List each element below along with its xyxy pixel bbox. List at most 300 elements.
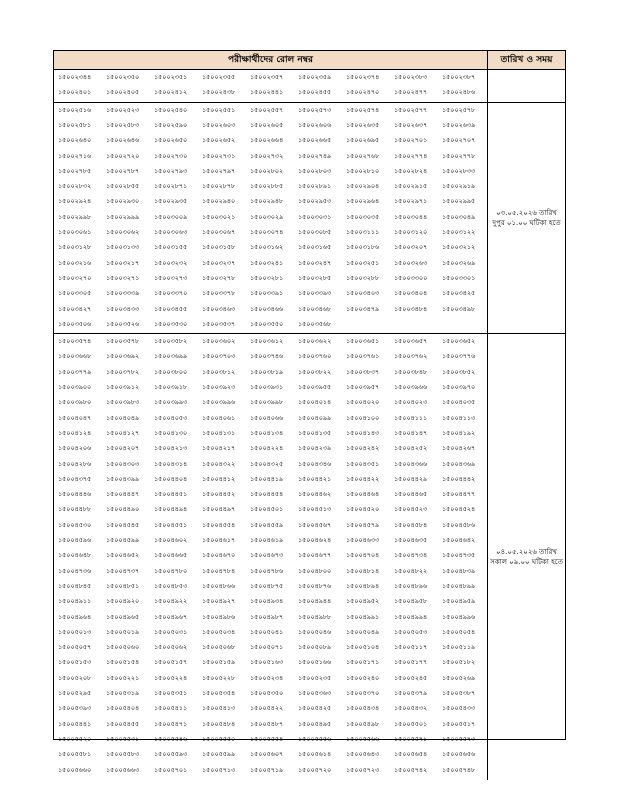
roll-number-cell: ১৫০০৩৮১৯ <box>250 367 284 376</box>
roll-number-cell: ১৫০০৩৬৯৯ <box>154 352 188 361</box>
table-row <box>54 85 487 100</box>
roll-number-cell: ১৫০০৪২০৭ <box>106 444 140 453</box>
roll-number-cell: ১৫০০৪৫৫১ <box>154 520 188 529</box>
roll-number-cell: ১৫০০৫৩৭৯ <box>394 689 428 697</box>
table-row <box>54 118 487 133</box>
roll-number-cell: ১৫০০২৬৩৭ <box>394 120 428 129</box>
table-row <box>54 426 487 441</box>
roll-number-cell: ১৫০০৪৪৬২ <box>298 490 332 499</box>
roll-number-cell: ১৫০০৩২১২ <box>442 243 476 252</box>
roll-number-cell: ১৫০০৫৪৩২ <box>394 704 428 713</box>
roll-number-cell: ১৫০০২৪৩৮ <box>202 88 236 97</box>
roll-number-cell: ১৫০০২৯৪৮ <box>250 197 284 206</box>
roll-number-cell: ১৫০০২৯৯৫ <box>442 197 476 206</box>
roll-number-cell: ১৫০০৪৯৬৭ <box>154 612 188 621</box>
roll-number-cell: ১৫০০৩১১১ <box>346 228 380 236</box>
roll-number-cell: ১৫০০৪১৩৪ <box>250 428 284 437</box>
roll-number-cell: ১৫০০৫০৮৯ <box>298 643 332 652</box>
roll-number-cell: ১৫০০৪৪০৪ <box>154 474 188 483</box>
roll-number-cell: ১৫০০২৮৯১ <box>298 182 332 191</box>
roll-number-cell: ১৫০০৪৫৬৭ <box>298 520 332 529</box>
roll-number-cell: ১৫০০৪৯৮৮ <box>298 612 332 621</box>
roll-number-cell: ১৫০০২৭৭৮ <box>442 151 476 160</box>
roll-number-cell: ১৫০০৫৫৩১ <box>106 734 140 743</box>
roll-number-cell: ১৫০০৪৫৯৬ <box>58 536 92 544</box>
roll-number-cell: ১৫০০৪২৪২ <box>346 444 380 453</box>
roll-number-cell: ১৫০০৪১০০ <box>346 413 380 422</box>
roll-number-cell: ১৫০০৩৮২২ <box>298 367 332 376</box>
roll-number-cell: ১৫০০২৫৯০ <box>154 120 188 129</box>
table-row <box>54 732 487 747</box>
roll-number-cell: ১৫০০৫৭৪২ <box>394 765 428 774</box>
roll-number-cell: ১৫০০২৪০৫ <box>106 88 140 97</box>
roll-number-cell: ১৫০০৫৫৮১ <box>58 750 92 759</box>
roll-number-cell: ১৫০০২৬০৬ <box>298 120 332 129</box>
roll-number-cell: ১৫০০৫৩৭০ <box>346 689 380 697</box>
roll-number-cell: ১৫০০৩১৫৮ <box>202 243 236 252</box>
roll-number-cell: ১৫০০২৩৪৪ <box>58 73 92 81</box>
roll-number-cell: ১৫০০২৬৬৫ <box>298 136 332 145</box>
roll-number-cell: ১৫০০৪৫৮৬ <box>442 520 476 529</box>
roll-number-cell: ১৫০০৩৪৭৯ <box>346 304 380 313</box>
roll-number-cell: ১৫০০২৭২০ <box>106 151 140 160</box>
roll-number-cell: ১৫০০৩৪৬৮ <box>298 304 332 313</box>
roll-number-cell: ১৫০০৪৮৫৩ <box>154 581 188 590</box>
roll-number-cell: ১৫০০৩৫৩০ <box>154 319 188 328</box>
table-row <box>54 717 487 732</box>
roll-number-cell: ১৫০০৪৩১৪ <box>154 459 188 468</box>
roll-number-cell: ১৫০০৫২২৮ <box>202 673 236 682</box>
roll-number-cell: ১৫০০৪৯৯৬ <box>442 612 476 621</box>
roll-number-cell: ১৫০০৩৯৯৮ <box>250 398 284 407</box>
roll-number-cell: ১৫০০৪৫১৩ <box>298 505 332 514</box>
roll-number-cell: ১৫০০৩০২৯ <box>250 212 284 221</box>
roll-number-cell: ১৫০০৫৭১৯ <box>250 765 284 774</box>
roll-number-cell: ১৫০০২৯৩৫ <box>154 197 188 206</box>
roll-number-cell: ১৫০০৩৩৭৮ <box>202 289 236 298</box>
roll-number-cell: ১৫০০৫১৫৩ <box>58 658 92 667</box>
roll-number-cell: ১৫০০২৬৪০ <box>58 136 92 145</box>
roll-number-cell: ১৫০০৫৪৭১ <box>154 719 188 728</box>
roll-number-cell: ১৫০০৩৪৬৩ <box>202 304 236 313</box>
roll-number-cell: ১৫০০৪৪১২ <box>202 474 236 483</box>
roll-number-cell: ১৫০০২৩৫৭ <box>250 73 284 81</box>
exam-date: ০৩.০৫.২০২৬ তারিখ <box>496 209 557 218</box>
roll-number-cell: ১৫০০২৫১৬ <box>58 105 92 114</box>
roll-number-cell: ১৫০০২৫২৩ <box>106 105 140 114</box>
roll-number-cell: ১৫০০৪৮৫১ <box>106 581 140 590</box>
roll-number-cell: ১৫০০৪১৪৭ <box>394 428 428 437</box>
roll-number-cell: ১৫০০৪২৬৭ <box>442 444 476 453</box>
roll-number-cell: ১৫০০৫০৩৪ <box>202 627 236 636</box>
roll-number-cell: ১৫০০২৭৩০ <box>154 151 188 160</box>
roll-number-cell: ১৫০০৪৮২২ <box>394 566 428 575</box>
roll-number-cell: ১৫০০২৮০৩ <box>298 166 332 175</box>
roll-number-cell: ১৫০০৩৪৯৮ <box>442 304 476 313</box>
table-row <box>54 317 487 332</box>
roll-number-cell: ১৫০০৪২৫২ <box>394 444 428 453</box>
roll-number-cell: ১৫০০৫২৬৯ <box>442 673 476 682</box>
roll-number-cell: ১৫০০৪৫৭৯ <box>346 520 380 529</box>
table-row <box>54 133 487 148</box>
roll-number-cell: ১৫০০৩২৬৩ <box>394 258 428 267</box>
roll-number-cell: ১৫০০৫৬৬০ <box>58 765 92 774</box>
table-row <box>54 671 487 686</box>
roll-number-cell: ১৫০০২৯৬৪ <box>346 197 380 206</box>
roll-number-cell: ১৫০০২৯৯৮ <box>58 212 92 221</box>
roll-number-cell: ১৫০০৫৫২০ <box>58 734 92 743</box>
roll-number-cell: ১৫০০২৮৫৫ <box>106 182 140 191</box>
roll-number-cell: ১৫০০৩০০৯ <box>154 212 188 221</box>
table-row <box>54 655 487 670</box>
roll-number-cell: ১৫০০৪০৪৭ <box>58 413 92 422</box>
roll-number-cell: ১৫০০৫০৪৬ <box>298 627 332 636</box>
roll-number-cell: ১৫০০৪৫২৪ <box>442 505 476 514</box>
roll-number-cell: ১৫০০৩৭৪৬ <box>250 352 284 361</box>
roll-number-cell: ১৫০০৪৪৮৮ <box>58 505 92 514</box>
roll-number-cell: ১৫০০৪৮০০ <box>298 566 332 575</box>
roll-number-cell: ১৫০০৪৬১৯ <box>250 536 284 544</box>
roll-number-cell: ১৫০০২৩৫৫ <box>202 73 236 81</box>
roll-number-cell: ১৫০০৩০৪৯ <box>442 212 476 221</box>
roll-number-cell: ১৫০০৪১১১ <box>394 413 428 422</box>
roll-number-cell: ১৫০০২৫৭৪ <box>346 105 380 114</box>
roll-number-cell: ১৫০০৪৮৯৪ <box>346 581 380 590</box>
roll-number-cell: ১৫০০৩৩০০ <box>394 273 428 282</box>
roll-number-cell: ১৫০০৪৫২০ <box>346 505 380 514</box>
roll-number-cell: ১৫০০৫৫৭৩ <box>442 734 476 743</box>
roll-number-cell: ১৫০০৩১৩৩ <box>106 243 140 252</box>
roll-number-cell: ১৫০০৪৬৩৫ <box>394 536 428 544</box>
roll-number-cell: ১৫০০৩১২০ <box>394 228 428 236</box>
roll-number-cell: ১৫০০৪২১৭ <box>202 444 236 453</box>
table-row <box>54 533 487 548</box>
roll-number-cell: ১৫০০৫৫৪৬ <box>154 734 188 743</box>
roll-number-cell: ১৫০০৩১৮৬ <box>346 243 380 252</box>
roll-number-cell: ১৫০০৪৩২২ <box>202 459 236 468</box>
roll-number-cell: ১৫০০২৪৭৭ <box>394 88 428 97</box>
roll-number-cell: ১৫০০৪০৩৫ <box>442 398 476 407</box>
roll-number-cell: ১৫০০৩৮১২ <box>202 367 236 376</box>
roll-number-cell: ১৫০০৫৩৮৭ <box>442 689 476 697</box>
roll-number-cell: ১৫০০২৭১৬ <box>58 151 92 160</box>
roll-number-cell: ১৫০০৫৩৫০ <box>250 689 284 697</box>
roll-number-cell: ১৫০০৫৫৫৪ <box>250 734 284 743</box>
roll-number-cell: ১৫০০৩৭৬০ <box>298 352 332 361</box>
roll-number-cell: ১৫০০২৫৭৩ <box>298 105 332 114</box>
roll-number-cell: ১৫০০২৫৫৭ <box>250 105 284 114</box>
roll-number-cell: ১৫০০৪৩৪৬ <box>298 459 332 468</box>
roll-number-cell: ১৫০০২৫৫১ <box>202 105 236 114</box>
roll-number-cell: ১৫০০৫৫৫৬ <box>298 734 332 743</box>
roll-number-cell: ১৫০০৪৯৮৬ <box>202 612 236 621</box>
roll-number-cell: ১৫০০৪৯৬৫ <box>106 612 140 621</box>
roll-number-cell: ১৫০০৪৭৮৪ <box>202 566 236 575</box>
table-row <box>54 472 487 487</box>
roll-number-cell: ১৫০০৩৬২২ <box>298 337 332 346</box>
roll-number-cell: ১৫০০৩৭৭৯ <box>58 367 92 376</box>
roll-number-cell: ১৫০০২৮৭৮ <box>202 182 236 191</box>
roll-number-cell: ১৫০০২৮২৪ <box>394 166 428 175</box>
roll-number-cell: ১৫০০৪৪৯০ <box>106 505 140 514</box>
roll-number-cell: ১৫০০৪৯৯১ <box>346 612 380 621</box>
table-row <box>54 194 487 209</box>
roll-number-cell: ১৫০০৫৪২২ <box>250 704 284 713</box>
roll-number-cell: ১৫০০৩৫৫০ <box>250 319 284 328</box>
roll-number-cell: ১৫০০৫৪২৫ <box>298 704 332 713</box>
roll-number-cell: ১৫০০৩২৮৫ <box>298 273 332 282</box>
exam-date: ০৪.০৫.২০২৬ তারিখ <box>496 547 557 556</box>
roll-number-cell: ১৫০০৪৪২২ <box>346 474 380 483</box>
roll-number-cell: ১৫০০২৪৪১ <box>250 88 284 97</box>
table-row <box>54 149 487 164</box>
roll-number-cell: ১৫০০৪১৩১ <box>202 428 236 437</box>
roll-number-cell: ১৫০০৪৬২৪ <box>298 536 332 544</box>
roll-number-cell: ১৫০০৩৮৩৭ <box>346 367 380 376</box>
roll-number-cell: ১৫০০২৯০৪ <box>346 182 380 191</box>
roll-number-cell: ১৫০০৩০৩৫ <box>346 212 380 221</box>
roll-number-cell: ১৫০০৩৯৮৩ <box>106 398 140 407</box>
table-row <box>54 103 487 118</box>
roll-number-cell: ১৫০০৫০১৯ <box>106 627 140 636</box>
roll-number-cell: ১৫০০৩৬১২ <box>250 337 284 346</box>
roll-number-cell: ১৫০০৫৫৫০ <box>202 734 236 743</box>
roll-number-cell: ১৫০০৫৫৯৩ <box>154 750 188 759</box>
table-row <box>54 625 487 640</box>
roll-number-cell: ১৫০০৫০৪৯ <box>346 627 380 636</box>
roll-number-cell: ১৫০০৪৬০২ <box>154 536 188 544</box>
roll-number-cell: ১৫০০৪০৫৩ <box>154 413 188 422</box>
roll-number-cell: ১৫০০৫৫৮৩ <box>106 750 140 759</box>
roll-number-cell: ১৫০০৫৪৩৩ <box>442 704 476 713</box>
roll-number-cell: ১৫০০৪৯৩৪ <box>250 597 284 606</box>
roll-number-cell: ১৫০০৪৪৫২ <box>202 490 236 499</box>
table-row <box>54 164 487 179</box>
roll-number-cell: ১৫০০৩০৪৪ <box>394 212 428 221</box>
roll-number-cell: ১৫০০৫০৪১ <box>250 627 284 636</box>
roll-number-cell: ১৫০০৪৫৫৯ <box>250 520 284 529</box>
roll-number-cell: ১৫০০৫৬০৭ <box>250 750 284 759</box>
exam-schedule <box>488 547 565 567</box>
roll-number-cell: ১৫০০৪২০৬ <box>58 444 92 453</box>
roll-number-cell: ১৫০০৩৫৭৮ <box>106 337 140 346</box>
roll-number-cell: ১৫০০৫২০৮ <box>58 673 92 682</box>
roll-number-cell: ১৫০০২৮০২ <box>250 166 284 175</box>
roll-number-cell: ১৫০০৩৭০৩ <box>202 352 236 361</box>
roll-number-cell: ১৫০০৫১৫৭ <box>154 658 188 667</box>
roll-number-cell: ১৫০০২৬৫২ <box>202 136 236 145</box>
table-row <box>54 365 487 380</box>
table-row <box>54 334 487 349</box>
roll-number-cell: ১৫০০৪৭০৪ <box>346 551 380 560</box>
roll-number-cell: ১৫০০৩৪০৪ <box>394 289 428 298</box>
roll-number-cell: ১৫০০৩০৩১ <box>298 212 332 221</box>
roll-number-cell: ১৫০০৩৫২৬ <box>106 319 140 328</box>
roll-number-cell: ১৫০০৪১৩৫ <box>298 428 332 437</box>
roll-number-cell: ১৫০০৫৪৫৫ <box>106 719 140 728</box>
roll-number-cell: ১৫০০৫০১৩ <box>58 627 92 636</box>
roll-number-cell: ১৫০০৩২৭৩ <box>154 273 188 282</box>
roll-number-cell: ১৫০০৩২৪৭ <box>298 258 332 267</box>
roll-number-cell: ১৫০০৫৭৪৮ <box>442 765 476 774</box>
roll-number-cell: ১৫০০৪৯৬৪ <box>58 612 92 621</box>
roll-number-cell: ১৫০০৩১২৮ <box>58 243 92 252</box>
roll-number-cell: ১৫০০৪১৪৩ <box>346 428 380 437</box>
roll-number-cell: ১৫০০২৩৭৪ <box>346 73 380 81</box>
roll-number-cell: ১৫০০৩৯১২ <box>106 383 140 391</box>
roll-number-cell: ১৫০০৫২৩৪ <box>250 673 284 682</box>
roll-number-cell: ১৫০০২৪১২ <box>154 88 188 97</box>
roll-number-cell: ১৫০০৪২১৩ <box>154 444 188 453</box>
roll-number-cell: ১৫০০৪৩৯৯ <box>106 474 140 483</box>
roll-number-cell: ১৫০০২৩৫৯ <box>298 73 332 81</box>
roll-number-cell: ১৫০০৪৯১১ <box>58 597 92 606</box>
roll-number-cell: ১৫০০৪৭৮৬ <box>250 566 284 575</box>
roll-number-cell: ১৫০০৫০৫৭ <box>58 643 92 652</box>
table-row <box>54 179 487 194</box>
roll-number-cell: ১৫০০৪৫৫৪ <box>202 520 236 529</box>
table-row <box>54 594 487 609</box>
roll-number-cell: ১৫০০৪৯২৭ <box>202 597 236 606</box>
roll-number-cell: ১৫০০৩৯৯৬ <box>202 398 236 407</box>
roll-number-cell: ১৫০০৩৩০৫ <box>58 289 92 298</box>
roll-number-cell: ১৫০০৩২১৭ <box>106 258 140 267</box>
roll-number-cell: ১৫০০৪৯৫২ <box>346 597 380 606</box>
roll-number-cell: ১৫০০৪৮৯৯ <box>442 581 476 590</box>
table-row <box>54 380 487 395</box>
roll-number-cell: ১৫০০৩২৭৮ <box>202 273 236 282</box>
roll-number-cell: ১৫০০৩৯৯৩ <box>154 398 188 407</box>
table-row <box>54 686 487 701</box>
table-row <box>54 579 487 594</box>
table-row <box>54 640 487 655</box>
roll-number-cell: ১৫০০৫৫১৭ <box>442 719 476 728</box>
roll-number-cell: ১৫০০৩০২১ <box>202 212 236 221</box>
roll-number-cell: ১৫০০৫০৬২ <box>154 643 188 652</box>
table-row <box>54 701 487 716</box>
roll-number-cell: ১৫০০৫৩৯৩ <box>58 704 92 713</box>
roll-number-cell: ১৫০০৫৬৬৩ <box>106 765 140 774</box>
roll-number-cell: ১৫০০৩৫৭৪ <box>58 337 92 346</box>
roll-number-cell: ১৫০০৪০৪৯ <box>106 413 140 422</box>
roll-number-cell: ১৫০০২৯৯৯ <box>106 212 140 221</box>
roll-number-cell: ১৫০০২৫৮১ <box>58 120 92 129</box>
roll-numbers-header: পরীক্ষার্থীদের রোল নম্বর <box>54 51 488 69</box>
roll-number-cell: ১৫০০২৭৯৭ <box>202 166 236 175</box>
roll-number-cell: ১৫০০৪৩২৫ <box>250 459 284 468</box>
roll-number-cell: ১৫০০৪৫০১ <box>250 505 284 514</box>
roll-number-cell: ১৫০০৩২৭১ <box>106 273 140 282</box>
roll-number-cell: ১৫০০২৩৮৭ <box>442 73 476 81</box>
roll-number-cell: ১৫০০৪৯২০ <box>106 597 140 606</box>
roll-number-cell: ১৫০০৩৫০৬ <box>58 319 92 328</box>
roll-number-cell: ১৫০০৩৬৫২ <box>442 337 476 346</box>
roll-number-cell: ১৫০০২৭৬৮ <box>346 151 380 160</box>
roll-number-cell: ১৫০০৪০২৩ <box>394 398 428 407</box>
roll-number-cell: ১৫০০৪৫৪৫ <box>106 520 140 529</box>
roll-number-cell: ১৫০০২৬০৩ <box>202 120 236 129</box>
roll-number-cell: ১৫০০৫০৫৩ <box>394 627 428 636</box>
roll-number-cell: ১৫০০৪৪১৯ <box>250 474 284 483</box>
table-row <box>54 457 487 472</box>
roll-number-cell: ১৫০০৫৭২৩ <box>346 765 380 774</box>
roll-number-cell: ১৫০০৪২৩৯ <box>298 444 332 453</box>
table-row <box>54 548 487 563</box>
roll-number-cell: ১৫০০২৪৫৫ <box>298 88 332 97</box>
roll-number-cell: ১৫০০৪৫৩০ <box>58 520 92 529</box>
roll-number-cell: ১৫০০৪৯৯৪ <box>394 612 428 621</box>
roll-number-cell: ১৫০০২৭৮৭ <box>106 166 140 175</box>
roll-number-cell: ১৫০০৫৪১১ <box>154 704 188 713</box>
roll-number-cell: ১৫০০৩০৮৫ <box>298 228 332 236</box>
roll-number-cell: ১৫০০৪৩৬৬ <box>394 459 428 468</box>
roll-number-cell: ১৫০০৩৪৮৪ <box>394 304 428 313</box>
roll-number-cell: ১৫০০২৯৭১ <box>394 197 428 206</box>
roll-number-cell: ১৫০০৩১৬২ <box>250 243 284 252</box>
roll-number-cell: ১৫০০৩৫৩৭ <box>202 319 236 328</box>
roll-number-cell: ১৫০০৩৩৯৩ <box>298 289 332 298</box>
date-time-header: তারিখ ও সময় <box>488 51 565 69</box>
roll-number-cell: ১৫০০৩৮৪৮ <box>394 367 428 376</box>
roll-number-cell: ১৫০০৪৭৮০ <box>154 566 188 575</box>
roll-number-cell: ১৫০০৪৯৪৪ <box>298 597 332 606</box>
roll-number-cell: ১৫০০৫১৮২ <box>442 658 476 667</box>
roll-number-cell: ১৫০০৩৯৮০ <box>58 398 92 407</box>
table-row <box>54 564 487 579</box>
roll-number-cell: ১৫০০৪৬৩৩ <box>346 536 380 544</box>
roll-number-cell: ১৫০০৪৯৫৮ <box>394 597 428 606</box>
roll-number-cell: ১৫০০৫১৭৭ <box>394 658 428 667</box>
roll-number-cell: ১৫০০৩১২২ <box>442 228 476 236</box>
roll-number-cell: ১৫০০৪০৬৬ <box>250 413 284 422</box>
roll-number-cell: ১৫০০২৫৭৭ <box>394 105 428 114</box>
roll-number-cell: ১৫০০২৬৩৯ <box>442 120 476 129</box>
roll-number-cell: ১৫০০৪৫৯৯ <box>106 536 140 544</box>
roll-number-cell: ১৫০০৩৮০০ <box>154 367 188 376</box>
roll-number-cell: ১৫০০৫৩৫৪ <box>202 689 236 697</box>
roll-number-cell: ১৫০০৫৩১৯ <box>106 689 140 697</box>
roll-number-cell: ১৫০০৫১১৯ <box>442 643 476 652</box>
roll-number-cell: ১৫০০৫৪৩৪ <box>346 704 380 713</box>
roll-number-cell: ১৫০০২৫৪০ <box>154 105 188 114</box>
roll-number-cell: ১৫০০৩৭৮২ <box>106 367 140 376</box>
roll-number-cell: ১৫০০৪৭৩৬ <box>58 566 92 575</box>
roll-number-cell: ১৫০০৪২২৪ <box>250 444 284 453</box>
roll-number-cell: ১৫০০৫২৩৫ <box>298 673 332 682</box>
roll-number-cell: ১৫০০৫০৭১ <box>250 643 284 652</box>
roll-number-cell: ১৫০০৫৪৯৫ <box>298 719 332 728</box>
roll-number-cell: ১৫০০২৮৭১ <box>154 182 188 191</box>
roll-number-cell: ১৫০০৪৪৫৪ <box>250 490 284 499</box>
roll-number-cell: ১৫০০৪১২৭ <box>106 428 140 437</box>
roll-number-cell: ১৫০০৪৫৮৪ <box>394 520 428 529</box>
roll-number-cell: ১৫০০৩৪৬৬ <box>250 304 284 313</box>
roll-number-cell: ১৫০০৩১৫৫ <box>154 243 188 252</box>
roll-number-cell: ১৫০০৩২১৬ <box>58 258 92 267</box>
roll-number-cell: ১৫০০২৯৩০ <box>106 197 140 206</box>
roll-number-cell: ১৫০০৪৩৭৫ <box>58 474 92 483</box>
roll-number-cell: ১৫০০৫৭২০ <box>298 765 332 774</box>
roll-number-cell: ১৫০০৪৪২৯ <box>394 474 428 483</box>
roll-number-cell: ১৫০০৩৮৫২ <box>442 367 476 376</box>
roll-number-cell: ১৫০০২৭৩২ <box>250 151 284 160</box>
roll-number-cell: ১৫০০২৭৪৯ <box>298 151 332 160</box>
roll-number-cell: ১৫০০৫৪১৩ <box>202 704 236 713</box>
roll-number-cell: ১৫০০৩০৭৪ <box>250 228 284 236</box>
roll-number-cell: ১৫০০৩০৬৩ <box>154 228 188 236</box>
roll-number-cell: ১৫০০৪৪৪৭ <box>106 490 140 499</box>
roll-number-cell: ১৫০০৪১৩০ <box>154 428 188 437</box>
